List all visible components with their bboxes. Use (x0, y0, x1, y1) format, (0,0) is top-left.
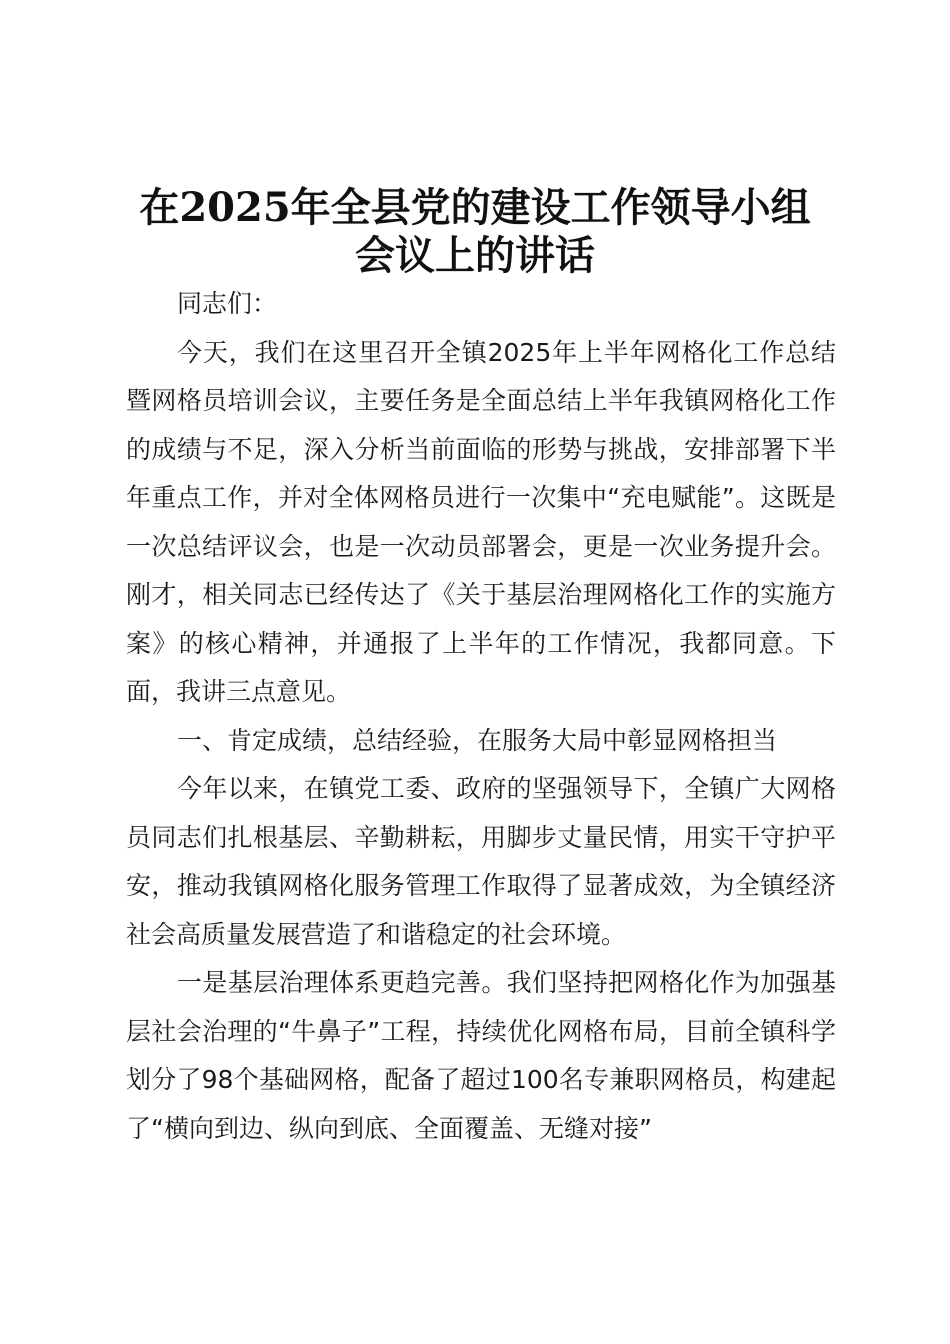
document-body (126, 280, 836, 1153)
section-heading-1: 一、肯定成绩，总结经验，在服务大局中彰显网格担当 (177, 725, 778, 755)
paragraph-governance-system: 一是基层治理体系更趋完善。我们坚持把网格化作为加强基层社会治理的“牛鼻子”工程，持续优化网格布局，目前全镇科学划分了98个基础网格，配备了超过100名专兼职网格员，构建起了“横向到边、纵向到底、全面覆盖、无缝对接” (126, 968, 836, 1143)
document-title-line-1: 在2025年全县党的建设工作领导小组 (139, 184, 811, 231)
paragraph-opening: 今天，我们在这里召开全镇2025年上半年网格化工作总结暨网格员培训会议，主要任务是全面总结上半年我镇网格化工作的成绩与不足，深入分析当前面临的形势与挑战，安排部署下半年重点工作，并对全体网格员进行一次集中“充电赋能”。这既是一次总结评议会，也是一次动员部署会，更是一次业务提升会。刚才，相关同志已经传达了《关于基层治理网格化工作的实施方案》的核心精神，并通报了上半年的工作情况，我都同意。下面，我讲三点意见。 (126, 337, 836, 706)
paragraph-achievements: 今年以来，在镇党工委、政府的坚强领导下，全镇广大网格员同志们扎根基层、辛勤耕耘，用脚步丈量民情，用实干守护平安，推动我镇网格化服务管理工作取得了显著成效，为全镇经济社会高质量发展营造了和谐稳定的社会环境。 (126, 774, 836, 949)
document-title-line-2: 会议上的讲话 (355, 232, 595, 279)
salutation: 同志们： (177, 289, 278, 318)
